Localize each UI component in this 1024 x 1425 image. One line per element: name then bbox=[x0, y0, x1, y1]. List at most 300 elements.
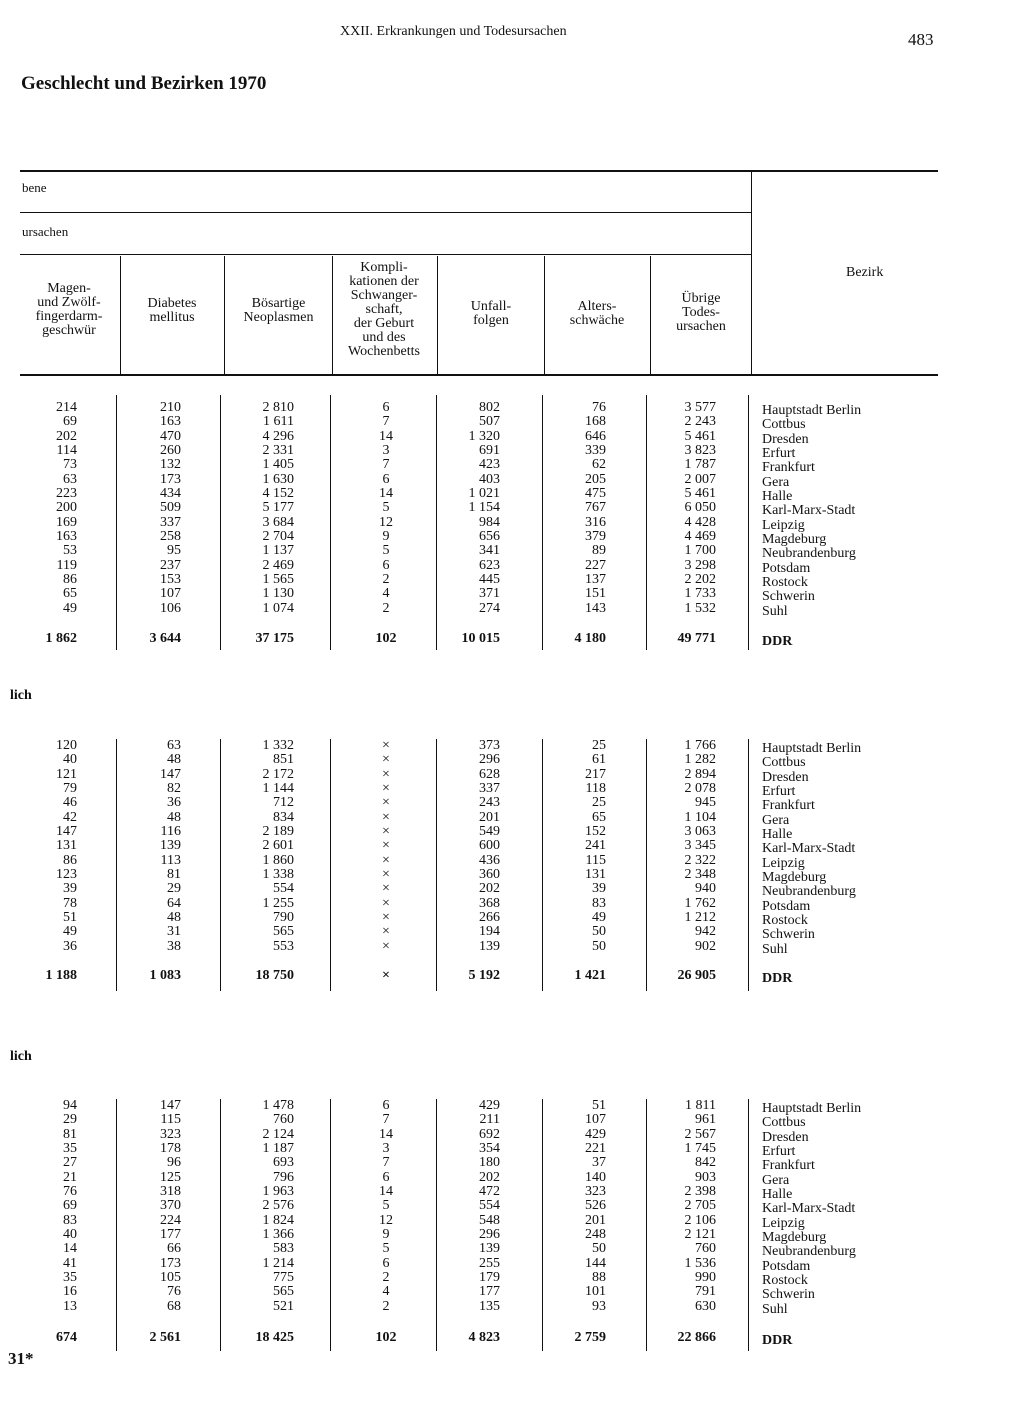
table-cell: 35 bbox=[63, 1270, 77, 1286]
table-cell: 2 bbox=[382, 1270, 390, 1286]
table-cell: 5 bbox=[382, 1198, 390, 1214]
table-cell: 2 124 bbox=[262, 1126, 294, 1142]
total-cell: 1 421 bbox=[574, 968, 606, 983]
table-cell: 5 bbox=[382, 543, 390, 559]
district-name: Schwerin bbox=[762, 589, 815, 605]
district-name: Gera bbox=[762, 1172, 790, 1188]
table-cell: 3 684 bbox=[262, 514, 294, 530]
data-column-3 bbox=[214, 1099, 294, 1314]
data-column-2 bbox=[101, 739, 181, 954]
table-cell: 507 bbox=[479, 414, 500, 430]
table-cell: 40 bbox=[63, 752, 77, 768]
district-name: Halle bbox=[762, 489, 793, 505]
district-name: Cottbus bbox=[762, 1115, 806, 1131]
table-cell: 201 bbox=[479, 809, 500, 825]
table-cell: 370 bbox=[160, 1198, 181, 1214]
table-cell: × bbox=[382, 752, 390, 768]
data-column-5 bbox=[420, 1099, 500, 1314]
data-column-5 bbox=[420, 739, 500, 954]
table-cell: 82 bbox=[167, 781, 181, 797]
table-cell: 942 bbox=[695, 924, 716, 940]
table-cell: 200 bbox=[56, 500, 77, 516]
column-header-7: Übrige Todes- ursachen bbox=[676, 291, 726, 334]
table-cell: 6 050 bbox=[684, 500, 716, 516]
total-cell: 10 015 bbox=[461, 631, 500, 646]
table-cell: 39 bbox=[63, 881, 77, 897]
table-cell: 2 202 bbox=[684, 572, 716, 588]
table-cell: 549 bbox=[479, 824, 500, 840]
table-cell: 14 bbox=[379, 1184, 393, 1200]
table-cell: 248 bbox=[585, 1227, 606, 1243]
table-cell: 296 bbox=[479, 752, 500, 768]
table-cell: 152 bbox=[585, 824, 606, 840]
table-cell: 2 567 bbox=[684, 1126, 716, 1142]
table-cell: 1 366 bbox=[262, 1227, 294, 1243]
table-cell: 86 bbox=[63, 572, 77, 588]
table-cell: 583 bbox=[273, 1241, 294, 1257]
table-cell: 434 bbox=[160, 486, 181, 502]
data-column-4 bbox=[346, 1099, 426, 1314]
table-cell: 153 bbox=[160, 572, 181, 588]
table-cell: 3 bbox=[382, 1141, 390, 1157]
table-cell: 318 bbox=[160, 1184, 181, 1200]
table-cell: 4 bbox=[382, 1284, 390, 1300]
table-cell: 851 bbox=[273, 752, 294, 768]
table-cell: 35 bbox=[63, 1141, 77, 1157]
table-cell: × bbox=[382, 781, 390, 797]
table-cell: 131 bbox=[585, 867, 606, 883]
table-cell: 2 078 bbox=[684, 781, 716, 797]
table-cell: 691 bbox=[479, 443, 500, 459]
table-cell: 179 bbox=[479, 1270, 500, 1286]
table-cell: 217 bbox=[585, 766, 606, 782]
table-cell: 258 bbox=[160, 529, 181, 545]
table-cell: 173 bbox=[160, 471, 181, 487]
table-cell: × bbox=[382, 738, 390, 753]
data-column-6 bbox=[526, 1099, 606, 1314]
table-cell: 4 152 bbox=[262, 486, 294, 502]
table-cell: 139 bbox=[479, 938, 500, 954]
table-cell: 1 074 bbox=[262, 600, 294, 616]
table-cell: 21 bbox=[63, 1169, 77, 1185]
district-name: Suhl bbox=[762, 1301, 788, 1317]
table-cell: 6 bbox=[382, 471, 390, 487]
table-cell: 173 bbox=[160, 1255, 181, 1271]
total-label: DDR bbox=[762, 1333, 793, 1348]
table-cell: 354 bbox=[479, 1141, 500, 1157]
table-cell: 36 bbox=[167, 795, 181, 811]
district-name: Hauptstadt Berlin bbox=[762, 741, 862, 756]
header-row-2-label: ursachen bbox=[22, 224, 69, 239]
table-cell: 163 bbox=[56, 529, 77, 545]
table-cell: 436 bbox=[479, 852, 500, 868]
table-cell: 1 733 bbox=[684, 586, 716, 602]
total-cell: 2 759 bbox=[574, 1330, 606, 1345]
table-cell: 3 577 bbox=[684, 400, 716, 415]
table-cell: 2 348 bbox=[684, 867, 716, 883]
table-cell: 66 bbox=[167, 1241, 181, 1257]
table-cell: 227 bbox=[585, 557, 606, 573]
table-cell: 323 bbox=[160, 1126, 181, 1142]
table-cell: 119 bbox=[56, 557, 77, 573]
table-cell: 39 bbox=[592, 881, 606, 897]
table-cell: 76 bbox=[63, 1184, 77, 1200]
table-cell: 105 bbox=[160, 1270, 181, 1286]
table-cell: 341 bbox=[479, 543, 500, 559]
table-cell: 202 bbox=[479, 1169, 500, 1185]
table-cell: × bbox=[382, 895, 390, 911]
table-cell: 137 bbox=[585, 572, 606, 588]
table-cell: 767 bbox=[585, 500, 606, 516]
district-name: Halle bbox=[762, 827, 793, 843]
table-cell: 115 bbox=[160, 1112, 181, 1128]
table-cell: 521 bbox=[273, 1298, 294, 1314]
table-cell: 125 bbox=[160, 1169, 181, 1185]
page-title: Geschlecht und Bezirken 1970 bbox=[21, 73, 267, 94]
table-cell: 1 700 bbox=[684, 543, 716, 559]
table-cell: 2 810 bbox=[262, 400, 294, 415]
district-name: Leipzig bbox=[762, 1215, 805, 1231]
table-cell: 565 bbox=[273, 1284, 294, 1300]
table-cell: 14 bbox=[379, 428, 393, 444]
table-cell: × bbox=[382, 795, 390, 811]
table-cell: 224 bbox=[160, 1212, 181, 1228]
table-cell: 40 bbox=[63, 1227, 77, 1243]
table-cell: 95 bbox=[167, 543, 181, 559]
data-column-3 bbox=[214, 739, 294, 954]
table-cell: 984 bbox=[479, 514, 500, 530]
district-name: Neubrandenburg bbox=[762, 1244, 856, 1260]
table-cell: 178 bbox=[160, 1141, 181, 1157]
table-cell: 1 137 bbox=[262, 543, 294, 559]
table-cell: 49 bbox=[63, 924, 77, 940]
table-cell: 177 bbox=[479, 1284, 500, 1300]
table-cell: 13 bbox=[63, 1298, 77, 1314]
table-cell: 6 bbox=[382, 557, 390, 573]
district-name: Cottbus bbox=[762, 755, 806, 771]
total-cell: 49 771 bbox=[677, 631, 716, 646]
table-cell: 339 bbox=[585, 443, 606, 459]
column-header-5: Unfall- folgen bbox=[470, 299, 512, 328]
table-cell: 12 bbox=[379, 514, 393, 530]
table-cell: 2 bbox=[382, 600, 390, 616]
table-cell: 1 104 bbox=[684, 809, 716, 825]
table-cell: 64 bbox=[167, 895, 181, 911]
table-cell: 509 bbox=[160, 500, 181, 516]
table-cell: 65 bbox=[592, 809, 606, 825]
table-cell: 107 bbox=[160, 586, 181, 602]
table-cell: 2 576 bbox=[262, 1198, 294, 1214]
table-cell: 50 bbox=[592, 924, 606, 940]
district-name: Suhl bbox=[762, 941, 788, 957]
table-cell: 211 bbox=[479, 1112, 500, 1128]
table-cell: 48 bbox=[167, 809, 181, 825]
table-cell: 802 bbox=[479, 400, 500, 415]
table-cell: 1 762 bbox=[684, 895, 716, 911]
table-cell: 6 bbox=[382, 400, 390, 415]
header-rule-1 bbox=[20, 212, 752, 213]
table-cell: 65 bbox=[63, 586, 77, 602]
table-cell: 5 bbox=[382, 500, 390, 516]
total-cell: 4 180 bbox=[574, 631, 606, 646]
district-name: Frankfurt bbox=[762, 798, 815, 814]
table-cell: 7 bbox=[382, 457, 390, 473]
table-cell: 53 bbox=[63, 543, 77, 559]
column-divider bbox=[748, 739, 749, 991]
district-name: Leipzig bbox=[762, 855, 805, 871]
header-column-divider bbox=[437, 256, 438, 374]
table-cell: 50 bbox=[592, 938, 606, 954]
table-cell: 628 bbox=[479, 766, 500, 782]
table-cell: 565 bbox=[273, 924, 294, 940]
table-cell: 101 bbox=[585, 1284, 606, 1300]
table-cell: 2 705 bbox=[684, 1198, 716, 1214]
header-bottom-rule bbox=[20, 374, 938, 376]
table-cell: 475 bbox=[585, 486, 606, 502]
table-cell: 266 bbox=[479, 910, 500, 926]
total-label: DDR bbox=[762, 971, 793, 986]
table-cell: 5 461 bbox=[684, 486, 716, 502]
table-cell: 1 154 bbox=[468, 500, 500, 516]
table-cell: 274 bbox=[479, 600, 500, 616]
table-cell: 1 745 bbox=[684, 1141, 716, 1157]
table-cell: 1 021 bbox=[468, 486, 500, 502]
table-cell: 177 bbox=[160, 1227, 181, 1243]
district-names bbox=[762, 404, 861, 619]
table-cell: 123 bbox=[56, 867, 77, 883]
table-cell: 114 bbox=[56, 443, 77, 459]
table-cell: 2 894 bbox=[684, 766, 716, 782]
table-cell: 9 bbox=[382, 529, 390, 545]
column-divider bbox=[330, 1099, 331, 1351]
data-column-4 bbox=[346, 401, 426, 616]
table-cell: 69 bbox=[63, 414, 77, 430]
table-cell: 554 bbox=[273, 881, 294, 897]
table-cell: 115 bbox=[585, 852, 606, 868]
total-cell: 22 866 bbox=[677, 1330, 716, 1345]
table-cell: 3 bbox=[382, 443, 390, 459]
table-cell: 9 bbox=[382, 1227, 390, 1243]
district-name: Hauptstadt Berlin bbox=[762, 403, 862, 418]
table-cell: 5 177 bbox=[262, 500, 294, 516]
table-cell: 48 bbox=[167, 752, 181, 768]
district-name: Halle bbox=[762, 1187, 793, 1203]
table-cell: 646 bbox=[585, 428, 606, 444]
table-cell: 323 bbox=[585, 1184, 606, 1200]
district-name: Hauptstadt Berlin bbox=[762, 1101, 862, 1116]
table-cell: 140 bbox=[585, 1169, 606, 1185]
table-cell: 76 bbox=[592, 400, 606, 415]
table-cell: 214 bbox=[56, 400, 77, 415]
column-header-4: Kompli- kationen der Schwanger- schaft, der Geburt und des Wochenbetts bbox=[348, 260, 420, 359]
column-divider bbox=[748, 1099, 749, 1351]
total-cell: 674 bbox=[56, 1330, 77, 1345]
table-cell: 902 bbox=[695, 938, 716, 954]
table-cell: × bbox=[382, 881, 390, 897]
table-cell: 31 bbox=[167, 924, 181, 940]
table-cell: 1 405 bbox=[262, 457, 294, 473]
table-cell: 36 bbox=[63, 938, 77, 954]
table-cell: 2 243 bbox=[684, 414, 716, 430]
data-column-6 bbox=[526, 401, 606, 616]
table-cell: 143 bbox=[585, 600, 606, 616]
data-column-5 bbox=[420, 401, 500, 616]
table-cell: 139 bbox=[479, 1241, 500, 1257]
table-cell: 41 bbox=[63, 1255, 77, 1271]
table-cell: 316 bbox=[585, 514, 606, 530]
table-cell: 168 bbox=[585, 414, 606, 430]
table-cell: 51 bbox=[592, 1098, 606, 1113]
table-cell: 3 823 bbox=[684, 443, 716, 459]
table-cell: × bbox=[382, 852, 390, 868]
district-name: Dresden bbox=[762, 769, 809, 785]
table-cell: 14 bbox=[379, 1126, 393, 1142]
table-cell: 760 bbox=[695, 1241, 716, 1257]
table-cell: 337 bbox=[160, 514, 181, 530]
header-row-1-label: bene bbox=[22, 180, 47, 195]
table-cell: 1 282 bbox=[684, 752, 716, 768]
table-cell: 223 bbox=[56, 486, 77, 502]
district-name: Karl-Marx-Stadt bbox=[762, 503, 856, 519]
table-cell: 1 338 bbox=[262, 867, 294, 883]
table-cell: 221 bbox=[585, 1141, 606, 1157]
table-cell: 106 bbox=[160, 600, 181, 616]
table-cell: 83 bbox=[592, 895, 606, 911]
district-name: Leipzig bbox=[762, 517, 805, 533]
table-cell: 113 bbox=[160, 852, 181, 868]
table-cell: 3 345 bbox=[684, 838, 716, 854]
table-cell: 693 bbox=[273, 1155, 294, 1171]
data-column-3 bbox=[214, 401, 294, 616]
table-cell: 7 bbox=[382, 1155, 390, 1171]
table-cell: 4 469 bbox=[684, 529, 716, 545]
table-cell: 25 bbox=[592, 795, 606, 811]
table-cell: 201 bbox=[585, 1212, 606, 1228]
table-cell: × bbox=[382, 867, 390, 883]
table-cell: 1 130 bbox=[262, 586, 294, 602]
total-label: DDR bbox=[762, 634, 793, 649]
table-cell: 2 601 bbox=[262, 838, 294, 854]
table-cell: 62 bbox=[592, 457, 606, 473]
table-cell: 6 bbox=[382, 1255, 390, 1271]
table-cell: 1 860 bbox=[262, 852, 294, 868]
table-cell: 4 bbox=[382, 586, 390, 602]
district-name: Rostock bbox=[762, 575, 808, 591]
table-cell: 1 214 bbox=[262, 1255, 294, 1271]
table-cell: 796 bbox=[273, 1169, 294, 1185]
table-cell: 472 bbox=[479, 1184, 500, 1200]
data-column-2 bbox=[101, 401, 181, 616]
total-cell: 1 188 bbox=[45, 968, 77, 983]
table-cell: 1 611 bbox=[263, 414, 294, 430]
table-cell: 121 bbox=[56, 766, 77, 782]
table-cell: 202 bbox=[56, 428, 77, 444]
district-name: Erfurt bbox=[762, 446, 796, 462]
table-cell: 89 bbox=[592, 543, 606, 559]
table-cell: 63 bbox=[167, 738, 181, 753]
header-column-divider bbox=[332, 256, 333, 374]
table-cell: 27 bbox=[63, 1155, 77, 1171]
table-cell: 88 bbox=[592, 1270, 606, 1286]
data-column-6 bbox=[526, 739, 606, 954]
district-name: Magdeburg bbox=[762, 532, 827, 548]
table-cell: 423 bbox=[479, 457, 500, 473]
table-cell: 194 bbox=[479, 924, 500, 940]
table-cell: 94 bbox=[63, 1098, 77, 1113]
table-cell: 202 bbox=[479, 881, 500, 897]
table-cell: 2 121 bbox=[684, 1227, 716, 1243]
table-cell: 429 bbox=[585, 1126, 606, 1142]
district-name: Magdeburg bbox=[762, 1230, 827, 1246]
table-cell: 1 478 bbox=[262, 1098, 294, 1113]
table-cell: 79 bbox=[63, 781, 77, 797]
table-cell: 775 bbox=[273, 1270, 294, 1286]
column-header-3: Bösartige Neoplasmen bbox=[243, 296, 314, 325]
table-cell: 1 536 bbox=[684, 1255, 716, 1271]
table-cell: × bbox=[382, 766, 390, 782]
column-divider bbox=[330, 739, 331, 991]
table-cell: 205 bbox=[585, 471, 606, 487]
table-cell: 107 bbox=[585, 1112, 606, 1128]
table-cell: 1 532 bbox=[684, 600, 716, 616]
header-column-divider bbox=[120, 256, 121, 374]
district-name: Neubrandenburg bbox=[762, 546, 856, 562]
table-cell: 163 bbox=[160, 414, 181, 430]
district-name: Frankfurt bbox=[762, 1158, 815, 1174]
table-cell: 50 bbox=[592, 1241, 606, 1257]
total-cell: 2 561 bbox=[149, 1330, 181, 1345]
data-column-7 bbox=[636, 1099, 716, 1314]
table-cell: 147 bbox=[56, 824, 77, 840]
table-cell: 445 bbox=[479, 572, 500, 588]
district-name: Cottbus bbox=[762, 417, 806, 433]
table-cell: 623 bbox=[479, 557, 500, 573]
table-cell: 4 428 bbox=[684, 514, 716, 530]
data-column-1 bbox=[0, 739, 77, 954]
table-cell: 14 bbox=[63, 1241, 77, 1257]
table-cell: 68 bbox=[167, 1298, 181, 1314]
table-cell: × bbox=[382, 824, 390, 840]
table-cell: 120 bbox=[56, 738, 77, 753]
table-cell: 940 bbox=[695, 881, 716, 897]
table-cell: 1 811 bbox=[685, 1098, 716, 1113]
table-cell: 81 bbox=[167, 867, 181, 883]
total-cell: 102 bbox=[375, 1330, 397, 1345]
header-column-divider bbox=[224, 256, 225, 374]
total-cell: 5 192 bbox=[468, 968, 500, 983]
table-cell: 96 bbox=[167, 1155, 181, 1171]
table-cell: 2 398 bbox=[684, 1184, 716, 1200]
table-cell: 3 063 bbox=[684, 824, 716, 840]
district-name: Potsdam bbox=[762, 1258, 811, 1274]
table-cell: 147 bbox=[160, 766, 181, 782]
table-cell: 16 bbox=[63, 1284, 77, 1300]
table-cell: 93 bbox=[592, 1298, 606, 1314]
district-name: Rostock bbox=[762, 1273, 808, 1289]
district-name: Potsdam bbox=[762, 898, 811, 914]
table-cell: 2 bbox=[382, 572, 390, 588]
table-cell: 49 bbox=[63, 600, 77, 616]
table-cell: 554 bbox=[479, 1198, 500, 1214]
header-rule-2 bbox=[20, 254, 752, 255]
table-cell: 403 bbox=[479, 471, 500, 487]
data-column-4 bbox=[346, 739, 426, 954]
page-number: 483 bbox=[908, 30, 934, 49]
total-cell: 102 bbox=[375, 631, 397, 646]
table-cell: 180 bbox=[479, 1155, 500, 1171]
district-name: Potsdam bbox=[762, 560, 811, 576]
table-cell: 29 bbox=[63, 1112, 77, 1128]
